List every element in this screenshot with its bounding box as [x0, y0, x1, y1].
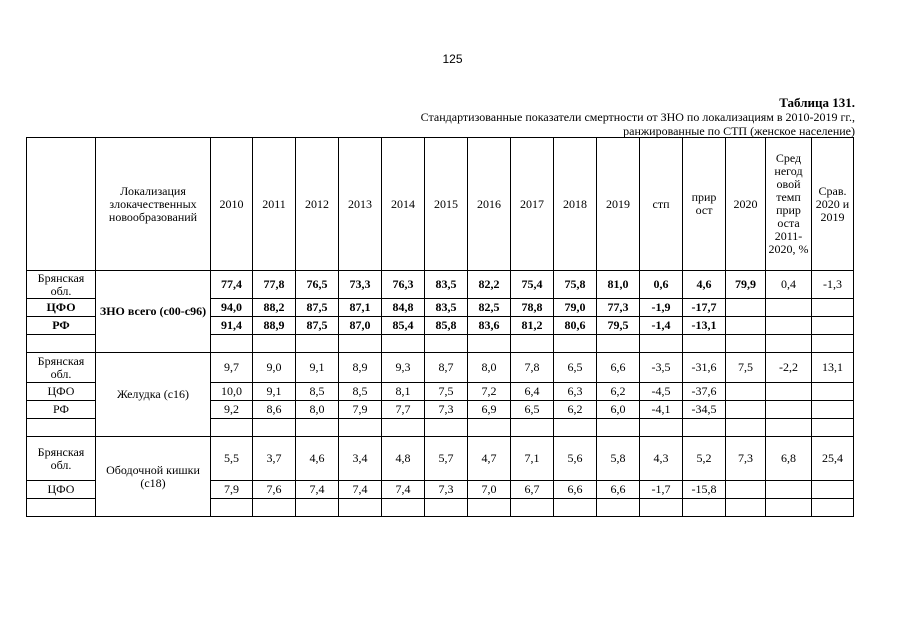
- value-cell: 4,6: [683, 271, 726, 299]
- spacer-cell: [382, 499, 425, 517]
- value-cell: 8,5: [339, 383, 382, 401]
- value-cell: 9,2: [211, 401, 253, 419]
- value-cell: -17,7: [683, 299, 726, 317]
- spacer-cell: [812, 499, 854, 517]
- header-2010: 2010: [211, 138, 253, 271]
- spacer-cell: [766, 419, 812, 437]
- region-cell: Брянская обл.: [27, 271, 96, 299]
- value-cell: 7,6: [253, 481, 296, 499]
- value-cell: 6,6: [597, 481, 640, 499]
- region-cell: ЦФО: [27, 383, 96, 401]
- header-stp: стп: [640, 138, 683, 271]
- value-cell: 82,5: [468, 299, 511, 317]
- spacer-cell: [812, 419, 854, 437]
- header-compare: Срав. 2020 и 2019: [812, 138, 854, 271]
- value-cell: 82,2: [468, 271, 511, 299]
- spacer-cell: [468, 419, 511, 437]
- header-prirost: прир ост: [683, 138, 726, 271]
- value-cell: 8,0: [296, 401, 339, 419]
- location-cell: ЗНО всего (с00-с96): [96, 271, 211, 353]
- region-cell: Брянская обл.: [27, 353, 96, 383]
- header-2011: 2011: [253, 138, 296, 271]
- value-cell: [766, 317, 812, 335]
- spacer-cell: [726, 499, 766, 517]
- value-cell: 6,5: [511, 401, 554, 419]
- value-cell: 88,2: [253, 299, 296, 317]
- header-2015: 2015: [425, 138, 468, 271]
- value-cell: 76,5: [296, 271, 339, 299]
- value-cell: [812, 383, 854, 401]
- value-cell: 87,5: [296, 317, 339, 335]
- spacer-cell: [554, 335, 597, 353]
- header-region: [27, 138, 96, 271]
- region-cell: РФ: [27, 317, 96, 335]
- value-cell: 84,8: [382, 299, 425, 317]
- region-cell: ЦФО: [27, 481, 96, 499]
- subtitle-line-1: Стандартизованные показатели смертности от ЗНО по локализациям в 2010-2019 гг.,: [420, 110, 855, 124]
- spacer-cell: [425, 499, 468, 517]
- value-cell: 9,7: [211, 353, 253, 383]
- value-cell: -4,1: [640, 401, 683, 419]
- value-cell: 8,0: [468, 353, 511, 383]
- value-cell: [766, 383, 812, 401]
- value-cell: 7,5: [726, 353, 766, 383]
- spacer-cell: [339, 335, 382, 353]
- value-cell: 4,7: [468, 437, 511, 481]
- value-cell: 5,5: [211, 437, 253, 481]
- spacer-cell: [27, 335, 96, 353]
- value-cell: 7,7: [382, 401, 425, 419]
- value-cell: 7,4: [339, 481, 382, 499]
- value-cell: -31,6: [683, 353, 726, 383]
- value-cell: 6,6: [597, 353, 640, 383]
- spacer-cell: [425, 419, 468, 437]
- value-cell: 8,1: [382, 383, 425, 401]
- value-cell: 25,4: [812, 437, 854, 481]
- subtitle-line-2: ранжированные по СТП (женское население): [623, 124, 855, 138]
- spacer-cell: [27, 419, 96, 437]
- spacer-cell: [296, 499, 339, 517]
- value-cell: 76,3: [382, 271, 425, 299]
- value-cell: 5,2: [683, 437, 726, 481]
- spacer-cell: [511, 419, 554, 437]
- value-cell: 8,9: [339, 353, 382, 383]
- value-cell: 7,3: [726, 437, 766, 481]
- value-cell: -1,3: [812, 271, 854, 299]
- value-cell: 6,7: [511, 481, 554, 499]
- value-cell: 7,5: [425, 383, 468, 401]
- spacer-cell: [597, 335, 640, 353]
- value-cell: 6,5: [554, 353, 597, 383]
- value-cell: 4,8: [382, 437, 425, 481]
- value-cell: 7,2: [468, 383, 511, 401]
- value-cell: 87,1: [339, 299, 382, 317]
- value-cell: 7,9: [211, 481, 253, 499]
- value-cell: 7,9: [339, 401, 382, 419]
- spacer-cell: [640, 419, 683, 437]
- value-cell: 94,0: [211, 299, 253, 317]
- value-cell: -15,8: [683, 481, 726, 499]
- value-cell: -13,1: [683, 317, 726, 335]
- location-cell: Желудка (с16): [96, 353, 211, 437]
- value-cell: 75,4: [511, 271, 554, 299]
- region-cell: Брянская обл.: [27, 437, 96, 481]
- value-cell: 77,4: [211, 271, 253, 299]
- header-avg-rate: Сред негод овой темп прир оста 2011-2020, %: [766, 138, 812, 271]
- value-cell: 5,7: [425, 437, 468, 481]
- header-2019: 2019: [597, 138, 640, 271]
- value-cell: 75,8: [554, 271, 597, 299]
- value-cell: 83,5: [425, 271, 468, 299]
- spacer-cell: [640, 499, 683, 517]
- value-cell: 91,4: [211, 317, 253, 335]
- value-cell: 10,0: [211, 383, 253, 401]
- value-cell: 80,6: [554, 317, 597, 335]
- value-cell: 6,9: [468, 401, 511, 419]
- value-cell: [766, 299, 812, 317]
- spacer-cell: [597, 499, 640, 517]
- spacer-cell: [766, 499, 812, 517]
- value-cell: -1,7: [640, 481, 683, 499]
- value-cell: 85,8: [425, 317, 468, 335]
- value-cell: 0,6: [640, 271, 683, 299]
- spacer-cell: [554, 419, 597, 437]
- value-cell: [726, 299, 766, 317]
- value-cell: 7,8: [511, 353, 554, 383]
- spacer-cell: [511, 335, 554, 353]
- spacer-cell: [812, 335, 854, 353]
- spacer-cell: [511, 499, 554, 517]
- value-cell: [726, 401, 766, 419]
- value-cell: [812, 299, 854, 317]
- header-2014: 2014: [382, 138, 425, 271]
- spacer-cell: [253, 499, 296, 517]
- spacer-cell: [640, 335, 683, 353]
- value-cell: 4,3: [640, 437, 683, 481]
- value-cell: 7,1: [511, 437, 554, 481]
- spacer-cell: [683, 335, 726, 353]
- value-cell: -4,5: [640, 383, 683, 401]
- value-cell: 8,6: [253, 401, 296, 419]
- spacer-cell: [27, 499, 96, 517]
- value-cell: 88,9: [253, 317, 296, 335]
- header-2016: 2016: [468, 138, 511, 271]
- region-cell: ЦФО: [27, 299, 96, 317]
- location-cell: Ободочной кишки (с18): [96, 437, 211, 517]
- value-cell: 7,4: [296, 481, 339, 499]
- spacer-cell: [382, 419, 425, 437]
- value-cell: 6,8: [766, 437, 812, 481]
- spacer-cell: [211, 335, 253, 353]
- value-cell: [812, 317, 854, 335]
- value-cell: 7,3: [425, 401, 468, 419]
- value-cell: 79,9: [726, 271, 766, 299]
- value-cell: 6,2: [597, 383, 640, 401]
- value-cell: [726, 317, 766, 335]
- header-2012: 2012: [296, 138, 339, 271]
- spacer-cell: [554, 499, 597, 517]
- value-cell: 9,1: [253, 383, 296, 401]
- spacer-cell: [683, 499, 726, 517]
- value-cell: 4,6: [296, 437, 339, 481]
- value-cell: [726, 383, 766, 401]
- value-cell: 81,0: [597, 271, 640, 299]
- header-row: [27, 138, 854, 271]
- value-cell: 9,3: [382, 353, 425, 383]
- table-subtitle: [255, 110, 855, 138]
- value-cell: 83,6: [468, 317, 511, 335]
- spacer-cell: [339, 419, 382, 437]
- value-cell: 83,5: [425, 299, 468, 317]
- spacer-cell: [766, 335, 812, 353]
- value-cell: 81,2: [511, 317, 554, 335]
- header-2020: 2020: [726, 138, 766, 271]
- value-cell: -37,6: [683, 383, 726, 401]
- spacer-cell: [468, 335, 511, 353]
- value-cell: 85,4: [382, 317, 425, 335]
- value-cell: -1,4: [640, 317, 683, 335]
- table-row: [27, 437, 854, 481]
- value-cell: 6,4: [511, 383, 554, 401]
- spacer-cell: [211, 419, 253, 437]
- value-cell: 7,3: [425, 481, 468, 499]
- spacer-cell: [253, 335, 296, 353]
- value-cell: 77,8: [253, 271, 296, 299]
- value-cell: [766, 401, 812, 419]
- header-2017: 2017: [511, 138, 554, 271]
- table-row: [27, 271, 854, 299]
- spacer-cell: [339, 499, 382, 517]
- header-location: Локализация злокачественных новообразований: [96, 138, 211, 271]
- value-cell: [812, 401, 854, 419]
- page-number: 125: [442, 52, 463, 66]
- value-cell: -34,5: [683, 401, 726, 419]
- value-cell: 78,8: [511, 299, 554, 317]
- value-cell: 7,0: [468, 481, 511, 499]
- value-cell: 5,6: [554, 437, 597, 481]
- header-2013: 2013: [339, 138, 382, 271]
- spacer-cell: [726, 419, 766, 437]
- value-cell: 5,8: [597, 437, 640, 481]
- header-2018: 2018: [554, 138, 597, 271]
- value-cell: 6,2: [554, 401, 597, 419]
- spacer-cell: [726, 335, 766, 353]
- spacer-cell: [597, 419, 640, 437]
- value-cell: [766, 481, 812, 499]
- spacer-cell: [296, 419, 339, 437]
- value-cell: 9,0: [253, 353, 296, 383]
- value-cell: 73,3: [339, 271, 382, 299]
- value-cell: 87,0: [339, 317, 382, 335]
- value-cell: -3,5: [640, 353, 683, 383]
- value-cell: [812, 481, 854, 499]
- value-cell: 6,3: [554, 383, 597, 401]
- value-cell: 79,5: [597, 317, 640, 335]
- value-cell: [726, 481, 766, 499]
- mortality-table: [26, 137, 854, 517]
- spacer-cell: [683, 419, 726, 437]
- spacer-cell: [382, 335, 425, 353]
- value-cell: 8,7: [425, 353, 468, 383]
- spacer-cell: [253, 419, 296, 437]
- value-cell: 3,4: [339, 437, 382, 481]
- spacer-cell: [425, 335, 468, 353]
- value-cell: 9,1: [296, 353, 339, 383]
- value-cell: 87,5: [296, 299, 339, 317]
- value-cell: 7,4: [382, 481, 425, 499]
- region-cell: РФ: [27, 401, 96, 419]
- value-cell: -2,2: [766, 353, 812, 383]
- value-cell: 8,5: [296, 383, 339, 401]
- value-cell: 79,0: [554, 299, 597, 317]
- value-cell: 6,0: [597, 401, 640, 419]
- value-cell: 13,1: [812, 353, 854, 383]
- value-cell: 0,4: [766, 271, 812, 299]
- table-title: Таблица 131.: [779, 95, 855, 110]
- value-cell: 3,7: [253, 437, 296, 481]
- value-cell: 6,6: [554, 481, 597, 499]
- spacer-cell: [296, 335, 339, 353]
- spacer-cell: [468, 499, 511, 517]
- table-row: [27, 353, 854, 383]
- value-cell: 77,3: [597, 299, 640, 317]
- spacer-cell: [211, 499, 253, 517]
- value-cell: -1,9: [640, 299, 683, 317]
